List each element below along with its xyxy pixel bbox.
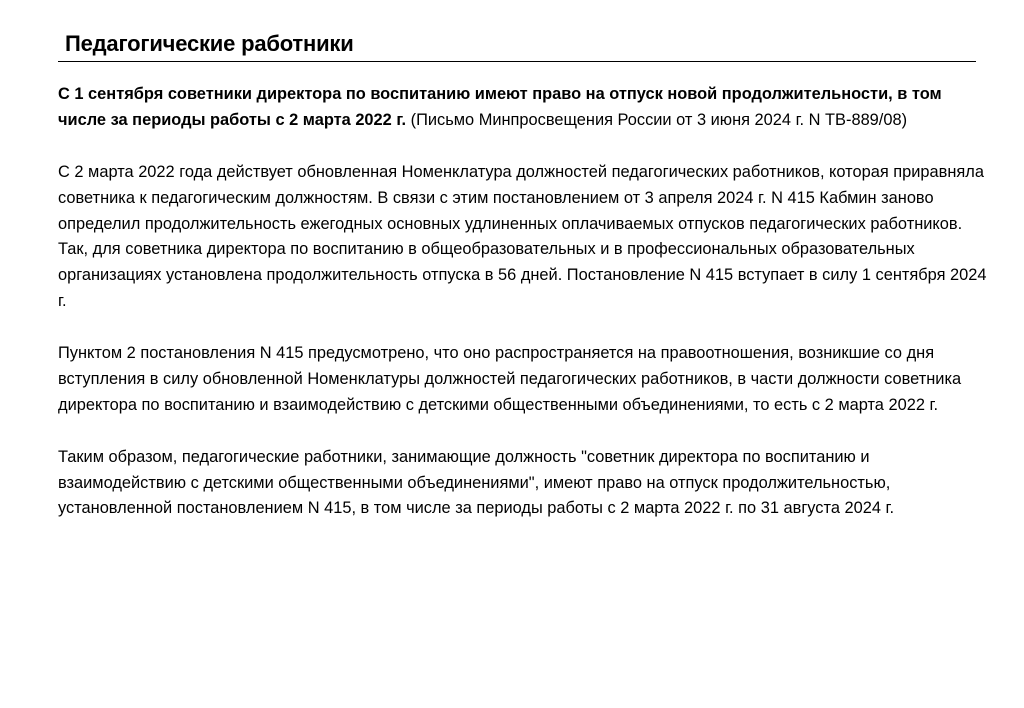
paragraph-clause-2: Пунктом 2 постановления N 415 предусмотрено, что оно распространяется на правоотношения, возникшие со дня вступления в силу обновленной Номенклатуры должностей педагогических работников, в части должности советника директора по воспитанию и взаимодействию с детскими общественными объединениями, то есть с 2 марта 2022 г.: [58, 344, 962, 414]
paragraph-nomenclature: С 2 марта 2022 года действует обновленная Номенклатура должностей педагогических работников, которая приравняла советника к педагогическим должностям. В связи с этим постановлением от 3 апреля 2024 г. N 415 Кабмин заново определил продолжительность ежегодных основных удлиненных оплачиваемых отпусков педагогических работников. Так, для советника директора по воспитанию в общеобразовательных и в профессиональных образовательных организациях установлена продолжительность отпуска в 56 дней. Постановление N 415 вступает в силу 1 сентября 2024 г.: [58, 162, 987, 311]
title-divider: [58, 61, 976, 62]
document-body: [58, 82, 993, 548]
paragraph-summary: [58, 82, 993, 134]
paragraph-conclusion: Таким образом, педагогические работники, занимающие должность "советник директора по воспитанию и взаимодействию с детскими общественными объединениями", имеют право на отпуск продолжительностью, установленной постановлением N 415, в том числе за периоды работы с 2 марта 2022 г. по 31 августа 2024 г.: [58, 447, 895, 518]
summary-source-text: (Письмо Минпросвещения России от 3 июня 2024 г. N ТВ-889/08): [406, 110, 908, 129]
page-title: Педагогические работники: [65, 31, 354, 56]
summary-bold-text: С 1 сентября советники директора по воспитанию имеют право на отпуск новой продолжительности, в том числе за периоды работы с 2 марта 2022 г.: [58, 85, 942, 129]
